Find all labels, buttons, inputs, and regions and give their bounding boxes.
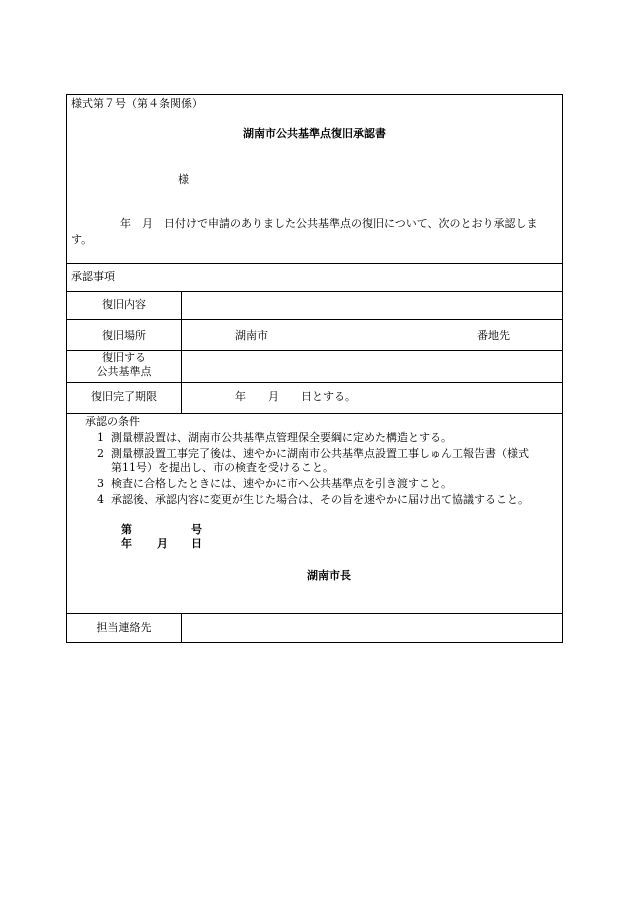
column-divider	[181, 291, 182, 413]
control-point-label-line2: 公共基準点	[96, 365, 152, 378]
completion-deadline-value: 年 月 日とする。	[235, 390, 356, 403]
addressee-honorific: 様	[178, 173, 189, 186]
condition-1-number: 1	[97, 431, 104, 444]
divider	[67, 613, 562, 614]
divider	[67, 263, 562, 264]
condition-2-number: 2	[97, 447, 104, 460]
restoration-location-label: 復旧場所	[102, 329, 146, 342]
condition-2-text: 測量標設置工事完了後は、速やかに湖南市公共基準点設置工事しゅん工報告書（様式	[111, 447, 529, 460]
divider	[67, 382, 562, 383]
issue-number-prefix: 第	[121, 523, 132, 536]
condition-1-text: 測量標設置は、湖南市公共基準点管理保全要綱に定めた構造とする。	[111, 431, 452, 444]
issue-date-day: 日	[191, 537, 202, 550]
control-point-label-line1: 復旧する	[102, 351, 146, 364]
condition-4-number: 4	[97, 493, 104, 506]
condition-4-text: 承認後、承認内容に変更が生じた場合は、その旨を速やかに届け出て協議すること。	[111, 493, 529, 506]
location-city: 湖南市	[235, 329, 268, 342]
divider	[67, 291, 562, 292]
location-suffix: 番地先	[477, 329, 510, 342]
intro-text-line1: 年 月 日付けで申請のありました公共基準点の復旧について、次のとおり承認しま	[120, 217, 538, 230]
issue-number-suffix: 号	[191, 523, 202, 536]
condition-3-text: 検査に合格したときには、速やかに市へ公共基準点を引き渡すこと。	[111, 477, 452, 490]
condition-3-number: 3	[97, 477, 104, 490]
contact-field[interactable]	[189, 617, 554, 637]
form-title: 湖南市公共基準点復旧承認書	[243, 127, 386, 140]
divider	[67, 413, 562, 414]
approval-form	[66, 94, 563, 643]
issue-date-month: 月	[157, 537, 168, 550]
divider	[67, 319, 562, 320]
issue-date-year: 年	[121, 537, 132, 550]
condition-2-continuation: 第11号）を提出し、市の検査を受けること。	[111, 461, 334, 474]
intro-text-line2: す。	[71, 233, 93, 246]
conditions-heading: 承認の条件	[85, 415, 140, 428]
approval-items-heading: 承認事項	[71, 270, 115, 283]
issuer-mayor: 湖南市長	[307, 569, 351, 582]
form-number-label: 様式第７号（第４条関係）	[71, 97, 203, 110]
completion-deadline-label: 復旧完了期限	[91, 390, 157, 403]
contact-label: 担当連絡先	[96, 621, 152, 634]
column-divider	[181, 613, 182, 642]
restoration-content-label: 復旧内容	[102, 298, 146, 311]
